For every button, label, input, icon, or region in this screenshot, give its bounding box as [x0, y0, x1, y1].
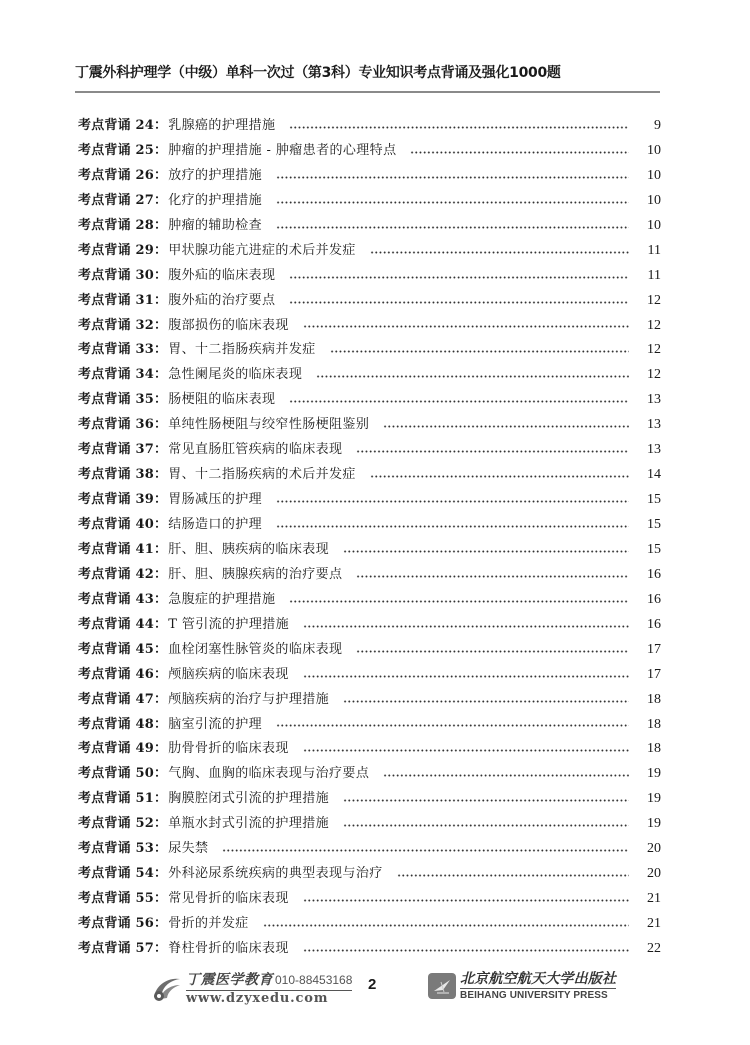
header-divider	[75, 91, 660, 93]
page-footer	[0, 966, 750, 1010]
toc-entry-label: 考点背诵 28：	[78, 217, 168, 233]
toc-entry-title: 肿瘤的护理措施 - 肿瘤患者的心理特点	[168, 142, 397, 158]
toc-entry-title: 脑室引流的护理	[168, 716, 263, 732]
dot-leader	[303, 896, 629, 906]
toc-entry[interactable]	[78, 837, 661, 862]
toc-entry-page: 10	[647, 217, 661, 233]
toc-entry[interactable]	[78, 239, 661, 264]
dot-leader	[303, 322, 629, 332]
dot-leader	[276, 222, 629, 232]
dot-leader	[383, 771, 629, 781]
toc-entry-label: 考点背诵 35：	[78, 392, 168, 408]
toc-entry[interactable]	[78, 189, 661, 214]
publisher-brand	[428, 970, 616, 1002]
toc-entry-title: 单瓶水封式引流的护理措施	[168, 816, 330, 832]
toc-entry-page: 20	[647, 841, 661, 857]
dot-leader	[263, 920, 629, 930]
toc-entry-page: 15	[647, 492, 661, 508]
toc-entry-title: 脊柱骨折的临床表现	[168, 940, 289, 956]
toc-entry-label: 考点背诵 39：	[78, 492, 168, 508]
dot-leader	[276, 497, 629, 507]
toc-entry-page: 11	[647, 267, 661, 283]
dot-leader	[276, 197, 629, 207]
toc-entry-page: 15	[647, 517, 661, 532]
toc-entry-title: 气胸、血胸的临床表现与治疗要点	[168, 766, 370, 782]
toc-entry-title: 化疗的护理措施	[168, 192, 263, 208]
dot-leader	[410, 147, 629, 157]
toc-entry-page: 16	[647, 566, 661, 582]
toc-entry[interactable]	[78, 663, 661, 688]
toc-entry-page: 12	[647, 317, 661, 333]
toc-entry-page: 17	[647, 641, 661, 657]
toc-entry-title: 常见骨折的临床表现	[168, 891, 289, 907]
toc-entry-page: 14	[647, 467, 661, 483]
toc-entry-page: 15	[647, 541, 661, 557]
table-of-contents	[78, 114, 661, 962]
page-number: 2	[368, 976, 377, 993]
toc-entry[interactable]	[78, 314, 661, 339]
toc-entry[interactable]	[78, 214, 661, 239]
toc-entry-title: 急腹症的护理措施	[168, 591, 276, 607]
toc-entry-title: 肠梗阻的临床表现	[168, 392, 276, 408]
dot-leader	[330, 347, 629, 357]
dot-leader	[383, 422, 629, 432]
toc-entry-label: 考点背诵 31：	[78, 292, 168, 308]
toc-entry[interactable]	[78, 762, 661, 787]
toc-entry-title: 乳腺癌的护理措施	[168, 118, 276, 133]
dot-leader	[289, 397, 629, 407]
toc-entry-title: 颅脑疾病的临床表现	[168, 666, 289, 682]
toc-entry-label: 考点背诵 34：	[78, 367, 168, 383]
toc-entry-label: 考点背诵 46：	[78, 666, 168, 682]
toc-entry-page: 19	[647, 766, 661, 782]
dot-leader	[222, 846, 629, 856]
toc-entry-label: 考点背诵 37：	[78, 442, 168, 458]
dot-leader	[303, 945, 629, 955]
toc-entry-label: 考点背诵 25：	[78, 142, 168, 158]
toc-entry-label: 考点背诵 41：	[78, 541, 168, 557]
toc-entry[interactable]	[78, 363, 661, 388]
publisher-name-cn: 北京航空航天大学出版社	[460, 971, 617, 987]
toc-entry-label: 考点背诵 30：	[78, 267, 168, 283]
toc-entry-title: T 管引流的护理措施	[168, 616, 290, 632]
dz-logo-icon	[150, 971, 184, 1005]
dot-leader	[289, 596, 629, 606]
dot-leader	[343, 546, 629, 556]
toc-entry[interactable]	[78, 164, 661, 189]
toc-entry-title: 甲状腺功能亢进症的术后并发症	[168, 242, 356, 258]
toc-entry[interactable]	[78, 812, 661, 837]
toc-entry-page: 12	[647, 292, 661, 308]
toc-entry[interactable]	[78, 613, 661, 638]
toc-entry[interactable]	[78, 937, 661, 962]
toc-entry-label: 考点背诵 42：	[78, 566, 168, 582]
toc-entry[interactable]	[78, 737, 661, 762]
toc-entry[interactable]	[78, 289, 661, 314]
toc-entry[interactable]	[78, 563, 661, 588]
dz-website-link[interactable]: www.dzyxedu.com	[186, 991, 329, 1006]
toc-entry[interactable]	[78, 438, 661, 463]
toc-entry[interactable]	[78, 388, 661, 413]
toc-entry-page: 10	[647, 192, 661, 208]
toc-entry-label: 考点背诵 56：	[78, 916, 168, 931]
toc-entry-title: 腹外疝的临床表现	[168, 267, 276, 283]
toc-entry-page: 18	[647, 691, 661, 707]
running-header	[75, 64, 660, 82]
toc-entry-page: 17	[647, 666, 661, 682]
toc-entry-label: 考点背诵 33：	[78, 342, 168, 358]
toc-entry-title: 肝、胆、胰腺疾病的治疗要点	[168, 566, 343, 582]
toc-entry-title: 胃肠减压的护理	[168, 492, 263, 508]
toc-entry-title: 急性阑尾炎的临床表现	[168, 367, 303, 383]
dot-leader	[289, 297, 629, 307]
toc-entry-label: 考点背诵 24：	[78, 118, 168, 133]
toc-entry[interactable]	[78, 787, 661, 812]
dz-education-brand	[150, 969, 352, 1007]
dot-leader	[370, 247, 629, 257]
toc-entry-label: 考点背诵 55：	[78, 891, 168, 907]
dot-leader	[276, 721, 629, 731]
toc-entry-label: 考点背诵 48：	[78, 716, 168, 732]
toc-entry-title: 颅脑疾病的治疗与护理措施	[168, 691, 330, 707]
toc-entry-page: 10	[647, 142, 661, 158]
dz-brand-name: 丁震医学教育	[186, 972, 273, 988]
toc-entry[interactable]	[78, 538, 661, 563]
toc-entry-label: 考点背诵 54：	[78, 866, 168, 882]
toc-entry-label: 考点背诵 49：	[78, 741, 168, 757]
dot-leader	[356, 571, 629, 581]
toc-entry[interactable]	[78, 862, 661, 887]
toc-entry-label: 考点背诵 26：	[78, 167, 168, 183]
toc-entry-page: 19	[647, 791, 661, 807]
toc-entry-label: 考点背诵 52：	[78, 816, 168, 832]
dot-leader	[303, 671, 629, 681]
dot-leader	[370, 472, 629, 482]
toc-entry[interactable]	[78, 264, 661, 289]
toc-entry-title: 常见直肠肛管疾病的临床表现	[168, 442, 343, 458]
dot-leader	[316, 372, 629, 382]
toc-entry[interactable]	[78, 114, 661, 139]
toc-entry-page: 18	[647, 741, 661, 757]
toc-entry-label: 考点背诵 50：	[78, 766, 168, 782]
toc-entry-title: 腹外疝的治疗要点	[168, 292, 276, 308]
toc-entry-title: 肿瘤的辅助检查	[168, 217, 263, 233]
toc-entry[interactable]	[78, 413, 661, 438]
toc-entry[interactable]	[78, 139, 661, 164]
toc-entry[interactable]	[78, 338, 661, 363]
toc-entry-title: 骨折的并发症	[168, 916, 249, 931]
dz-phone: 010-88453168	[275, 973, 353, 987]
toc-entry-title: 放疗的护理措施	[168, 167, 263, 183]
toc-entry-page: 13	[647, 442, 661, 458]
toc-entry-page: 12	[647, 367, 661, 383]
toc-entry-label: 考点背诵 44：	[78, 616, 168, 632]
toc-entry-label: 考点背诵 27：	[78, 192, 168, 208]
toc-entry-label: 考点背诵 40：	[78, 517, 168, 532]
toc-entry-title: 胃、十二指肠疾病的术后并发症	[168, 467, 356, 483]
toc-entry-title: 胸膜腔闭式引流的护理措施	[168, 791, 330, 807]
toc-entry-page: 19	[647, 816, 661, 832]
toc-entry-title: 单纯性肠梗阻与绞窄性肠梗阻鉴别	[168, 417, 370, 433]
beihang-logo-icon	[428, 973, 456, 999]
toc-entry[interactable]	[78, 912, 661, 937]
dot-leader	[276, 521, 629, 531]
toc-entry-page: 10	[647, 167, 661, 183]
toc-entry-title: 腹部损伤的临床表现	[168, 317, 289, 333]
toc-entry-page: 13	[647, 417, 661, 433]
toc-entry-label: 考点背诵 38：	[78, 467, 168, 483]
toc-entry-label: 考点背诵 45：	[78, 641, 168, 657]
toc-entry-title: 尿失禁	[168, 841, 209, 857]
dot-leader	[289, 122, 629, 132]
toc-entry-title: 肋骨骨折的临床表现	[168, 741, 289, 757]
toc-entry-label: 考点背诵 57：	[78, 940, 168, 956]
toc-entry-page: 12	[647, 342, 661, 358]
dot-leader	[276, 172, 629, 182]
dot-leader	[289, 272, 629, 282]
toc-entry-page: 21	[647, 891, 661, 907]
dot-leader	[343, 821, 629, 831]
dot-leader	[397, 871, 629, 881]
toc-entry[interactable]	[78, 688, 661, 713]
toc-entry-page: 9	[654, 118, 661, 133]
dot-leader	[343, 696, 629, 706]
toc-entry-title: 胃、十二指肠疾病并发症	[168, 342, 316, 358]
dot-leader	[356, 646, 629, 656]
toc-entry-title: 血栓闭塞性脉管炎的临床表现	[168, 641, 343, 657]
toc-entry-page: 20	[647, 866, 661, 882]
toc-entry-page: 21	[647, 916, 661, 931]
book-title: 丁震外科护理学（中级）单科一次过（第3科）专业知识考点背诵及强化1000题	[75, 65, 561, 81]
toc-entry-page: 18	[647, 716, 661, 732]
toc-entry-title: 结肠造口的护理	[168, 517, 263, 532]
dot-leader	[356, 447, 629, 457]
toc-entry-page: 11	[647, 242, 661, 258]
toc-entry-page: 22	[647, 940, 661, 956]
toc-entry-page: 16	[647, 616, 661, 632]
toc-entry-label: 考点背诵 43：	[78, 591, 168, 607]
toc-entry-label: 考点背诵 32：	[78, 317, 168, 333]
toc-entry-label: 考点背诵 51：	[78, 791, 168, 807]
toc-entry[interactable]	[78, 463, 661, 488]
dot-leader	[343, 796, 629, 806]
toc-entry-page: 16	[647, 591, 661, 607]
toc-entry-title: 外科泌尿系统疾病的典型表现与治疗	[168, 866, 383, 882]
toc-entry[interactable]	[78, 488, 661, 513]
toc-entry[interactable]	[78, 513, 661, 538]
toc-entry[interactable]	[78, 588, 661, 613]
toc-entry[interactable]	[78, 713, 661, 738]
toc-entry[interactable]	[78, 638, 661, 663]
dot-leader	[303, 621, 629, 631]
dot-leader	[303, 746, 629, 756]
toc-entry-page: 13	[647, 392, 661, 408]
toc-entry-label: 考点背诵 47：	[78, 691, 168, 707]
publisher-name-en: BEIHANG UNIVERSITY PRESS	[460, 990, 608, 1001]
toc-entry-label: 考点背诵 36：	[78, 417, 168, 433]
toc-entry-label: 考点背诵 29：	[78, 242, 168, 258]
toc-entry[interactable]	[78, 887, 661, 912]
toc-entry-label: 考点背诵 53：	[78, 841, 168, 857]
toc-entry-title: 肝、胆、胰疾病的临床表现	[168, 541, 330, 557]
